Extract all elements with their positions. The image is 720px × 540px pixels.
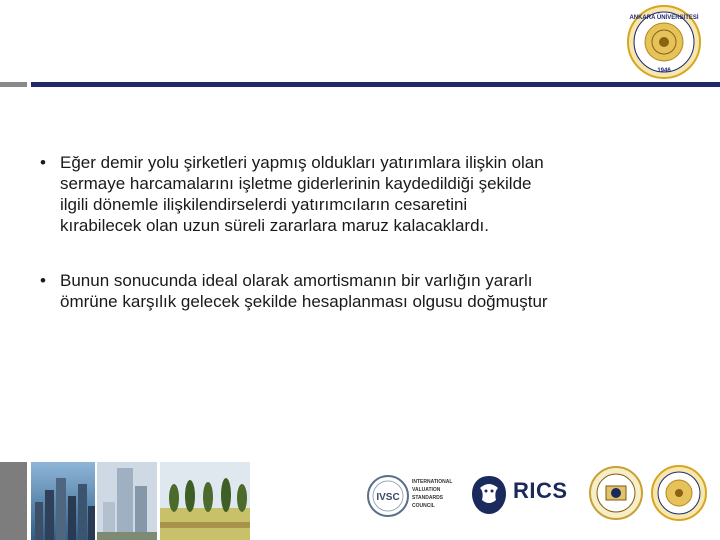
bullet-line: Bunun sonucunda ideal olarak amortismanın bir varlığın yararlı	[60, 271, 533, 290]
slide-content	[36, 152, 656, 346]
bullet-line: ilgili dönemle ilişkilendirselerdi yatırımcıların cesaretini	[60, 195, 468, 214]
tower-photo	[97, 462, 157, 540]
ivsc-line: COUNCIL	[412, 503, 435, 509]
university-seal-logo	[626, 4, 702, 80]
bullet-item	[36, 270, 656, 312]
valuation-association-seal-icon	[588, 464, 644, 522]
bullet-line: ömrüne karşılık gelecek şekilde hesaplanması olgusu doğmuştur	[60, 292, 548, 311]
bullet-line: sermaye harcamalarını işletme giderlerinin kaydedildiği şekilde	[60, 174, 532, 193]
bullet-dot: •	[40, 271, 46, 290]
bullet-line: kırabilecek olan uzun süreli zararlara maruz kalacaklardı.	[60, 216, 489, 235]
ivsc-short-label: IVSC	[376, 492, 400, 503]
bullet-line: Eğer demir yolu şirketleri yapmış oldukları yatırımlara ilişkin olan	[60, 153, 544, 172]
seal-year: 1946	[657, 68, 671, 74]
bullet-dot: •	[40, 153, 46, 172]
landscape-photo	[160, 462, 250, 540]
university-seal-small-icon	[650, 464, 708, 522]
seal-label: ANKARA ÜNİVERSİTESİ	[629, 15, 699, 21]
header-rule	[0, 82, 720, 87]
ivsc-line: VALUATION	[412, 487, 441, 493]
ivsc-icon	[366, 474, 410, 518]
ivsc-line: STANDARDS	[412, 495, 444, 501]
rics-wordmark: RICS	[513, 478, 568, 503]
footer-grey-block	[0, 462, 27, 540]
rics-lion-icon	[470, 474, 508, 516]
city-skyline-photo	[31, 462, 95, 540]
ivsc-line: INTERNATIONAL	[412, 479, 453, 485]
ivsc-text-block	[412, 478, 452, 510]
bullet-item	[36, 152, 656, 236]
header-rule-navy-segment	[31, 82, 720, 87]
header-rule-grey-segment	[0, 82, 27, 87]
